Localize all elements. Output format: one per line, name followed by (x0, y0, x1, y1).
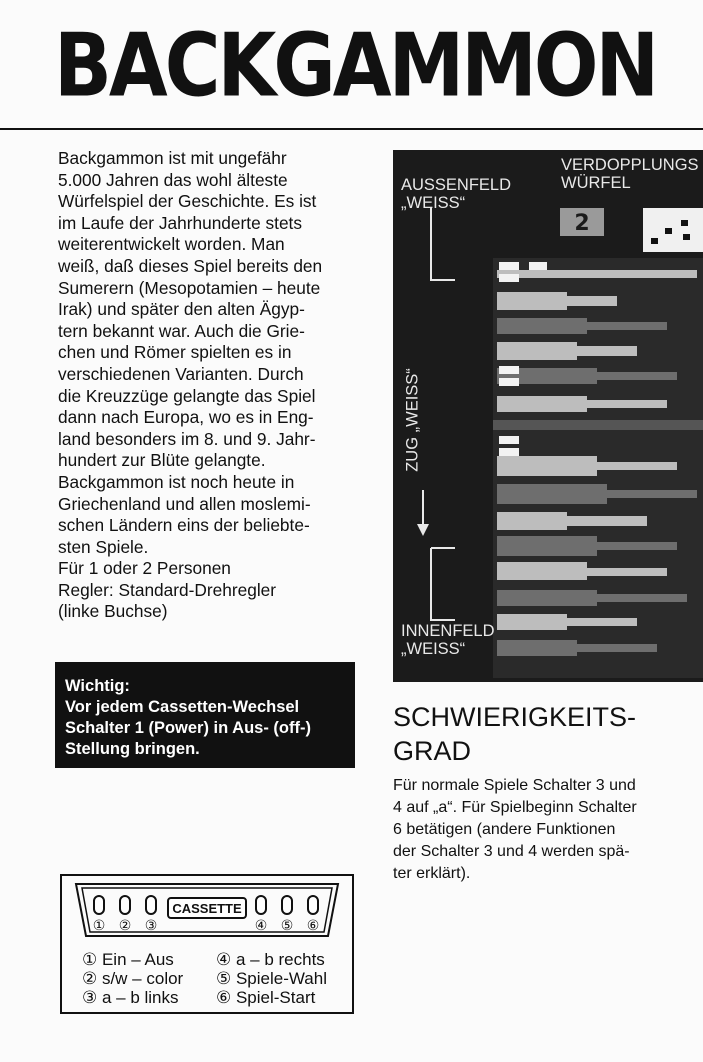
legend-right (216, 950, 327, 1007)
section-title-line: GRAD (393, 736, 472, 766)
legend-item: ② s/w – color (82, 969, 184, 988)
innenfeld-sub: „WEISS“ (401, 640, 466, 658)
section-title-line: SCHWIERIGKEITS- (393, 702, 637, 732)
aussenfeld-sub: „WEISS“ (401, 194, 466, 212)
section-title (393, 700, 636, 768)
legend-left (82, 950, 183, 1007)
legend-item: ① Ein – Aus (82, 950, 174, 969)
section-line: Für normale Spiele Schalter 3 und (393, 777, 636, 794)
intro-line: Sumerern (Mesopotamien – heute (58, 277, 321, 298)
title-rule (0, 128, 703, 130)
section-line: ter erklärt). (393, 865, 471, 882)
intro-line: Backgammon ist noch heute in (58, 471, 295, 492)
switch-num: ④ (254, 918, 268, 934)
warning-line: Wichtig: (65, 677, 130, 695)
switch-num: ⑥ (306, 918, 320, 934)
intro-line: dann nach Europa, wo es in Eng- (58, 407, 314, 428)
board-graphic (393, 150, 703, 682)
intro-line: Für 1 oder 2 Personen (58, 558, 231, 579)
section-line: 6 betätigen (andere Funktionen (393, 821, 616, 838)
intro-line: schen Ländern eins der beliebte- (58, 515, 310, 536)
board-bar (493, 420, 703, 430)
intro-line: tern bekannt war. Auch die Grie- (58, 320, 305, 341)
warning-line: Vor jedem Cassetten-Wechsel (65, 698, 300, 716)
warning-line: Stellung bringen. (65, 740, 200, 758)
switch-num: ⑤ (280, 918, 294, 934)
intro-line: weiß, daß dieses Spiel bereits den (58, 255, 323, 276)
dice-icon (643, 208, 703, 252)
intro-line: chen und Römer spielten es in (58, 342, 292, 363)
page-title: BACKGAMMON (54, 13, 657, 117)
legend-item: ④ a – b rechts (216, 950, 325, 969)
aussenfeld-label: AUSSENFELD (401, 176, 512, 194)
game-screen (393, 150, 703, 682)
switch-num: ① (92, 918, 106, 934)
switch-num: ② (118, 918, 132, 934)
warning-line: Schalter 1 (Power) in Aus- (off-) (65, 719, 311, 737)
section-text (393, 775, 693, 885)
warning-box (55, 662, 355, 768)
intro-text (58, 148, 358, 623)
intro-line: Griechenland und allen moslemi- (58, 493, 311, 514)
legend-item: ③ a – b links (82, 988, 179, 1007)
innenfeld-label: INNENFELD (401, 622, 495, 640)
zug-label: ZUG „WEISS“ (403, 368, 422, 472)
section-line: 4 auf „a“. Für Spielbeginn Schalter (393, 799, 637, 816)
section-line: der Schalter 3 und 4 werden spä- (393, 843, 630, 860)
legend-item: ⑤ Spiele-Wahl (216, 969, 327, 988)
intro-line: (linke Buchse) (58, 601, 168, 622)
intro-line: 5.000 Jahren das wohl älteste (58, 169, 288, 190)
zug-label-wrap (398, 320, 428, 530)
intro-line: Backgammon ist mit ungefähr (58, 148, 287, 168)
cassette-label: CASSETTE (172, 901, 242, 916)
intro-line: land besonders im 8. und 9. Jahr- (58, 428, 316, 449)
verdopplung-label: VERDOPPLUNGS (561, 156, 699, 174)
intro-line: Irak) und später den alten Ägyp- (58, 299, 305, 320)
innen-pointer (431, 548, 455, 620)
intro-line: hundert zur Blüte gelangte. (58, 450, 266, 471)
intro-line: weiterentwickelt worden. Man (58, 234, 285, 255)
intro-line: verschiedenen Varianten. Durch (58, 363, 304, 384)
switch-num: ③ (144, 918, 158, 934)
intro-line: Regler: Standard-Drehregler (58, 579, 277, 600)
aussen-pointer (431, 208, 455, 280)
intro-line: Würfelspiel der Geschichte. Es ist (58, 191, 317, 212)
legend-item: ⑥ Spiel-Start (216, 988, 316, 1007)
intro-line: die Kreuzzüge gelangte das Spiel (58, 385, 316, 406)
intro-line: sten Spiele. (58, 536, 149, 557)
wuerfel-label: WÜRFEL (561, 174, 631, 192)
doubling-value: 2 (574, 211, 590, 236)
intro-line: im Laufe der Jahrhunderte stets (58, 212, 302, 233)
console-diagram (60, 874, 354, 1014)
